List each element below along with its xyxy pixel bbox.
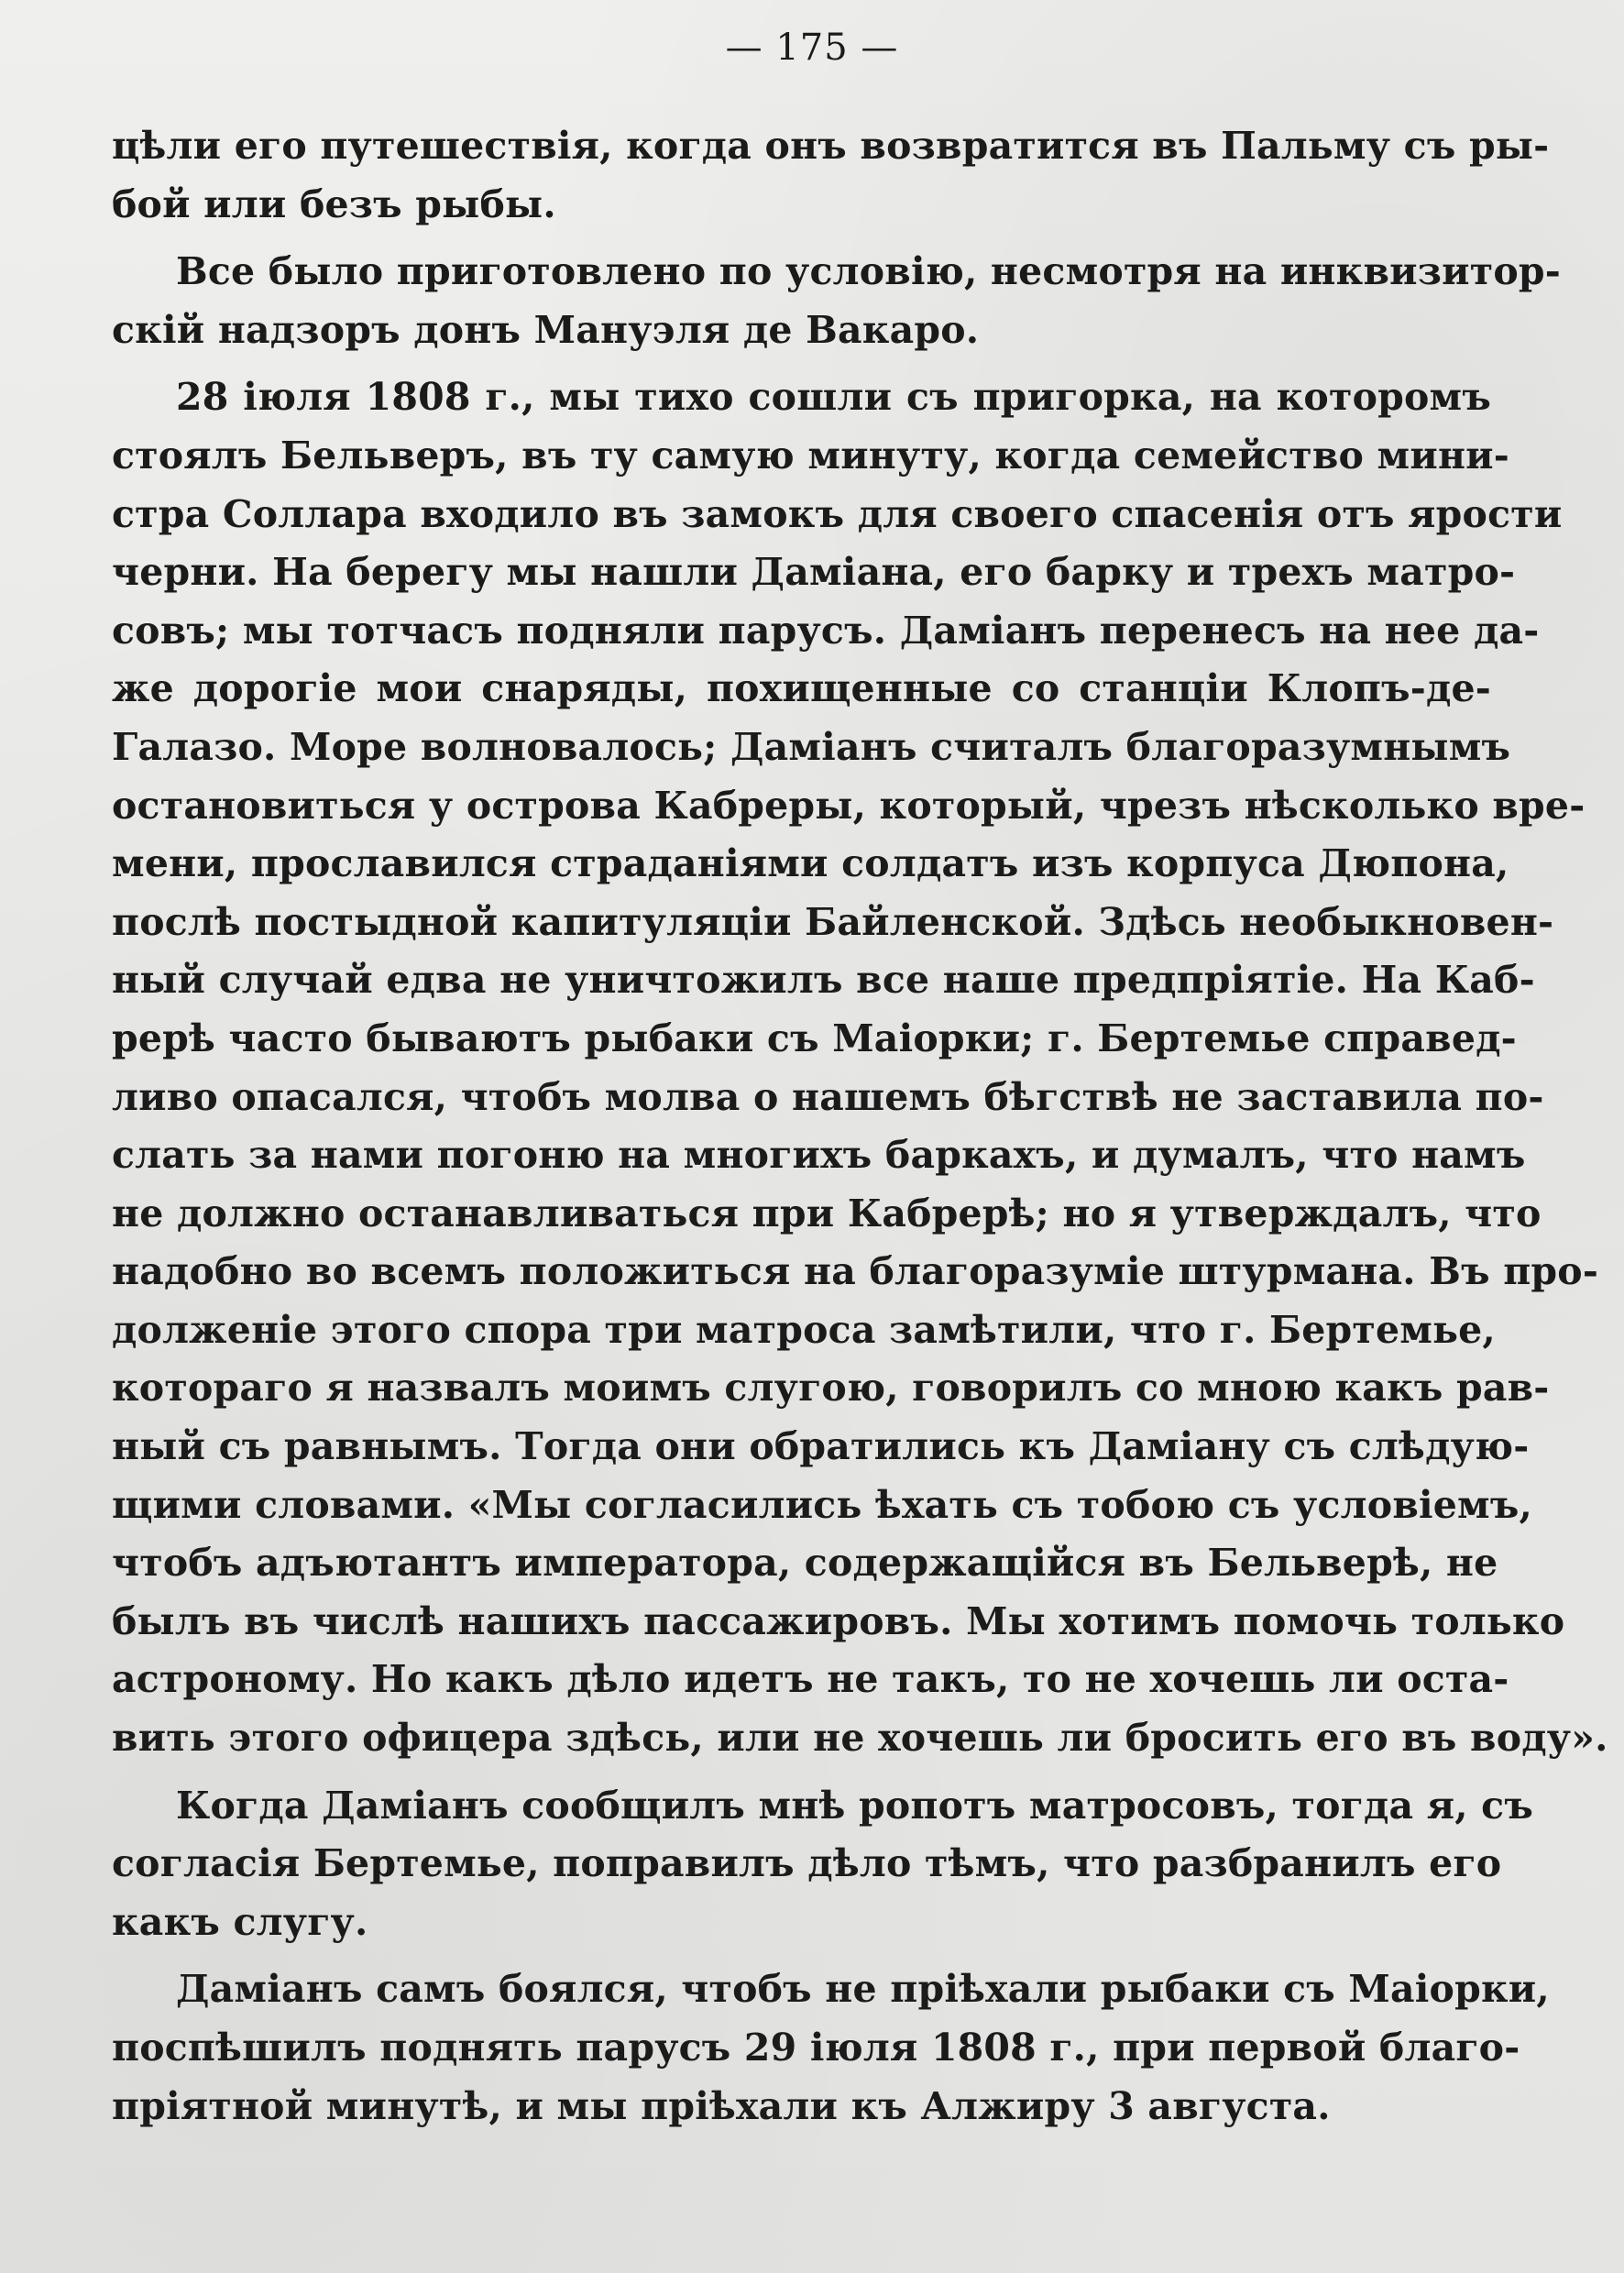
text-line: вить этого офицера здѣсь, или не хочешь ли бросить его въ воду». bbox=[112, 1716, 1608, 1761]
text-line: былъ въ числѣ нашихъ пассажировъ. Мы хотимъ помочь только bbox=[112, 1598, 1565, 1643]
text-line: черни. На берегу мы нашли Даміана, его барку и трехъ матро- bbox=[112, 550, 1516, 595]
text-line: стоялъ Бельверъ, въ ту самую минуту, когда семейство мини- bbox=[112, 433, 1509, 478]
text-line: же дорогіе мои снаряды, похищенные со станціи Клопъ-де- bbox=[112, 666, 1491, 711]
text-line: Галазо. Море волновалось; Даміанъ считалъ благоразумнымъ bbox=[112, 724, 1511, 769]
text-line: Все было приготовлено по условію, несмотря на инквизитор- bbox=[176, 249, 1561, 294]
text-line: ный съ равнымъ. Тогда они обратились къ Даміану съ слѣдую- bbox=[112, 1424, 1530, 1469]
text-line: послѣ постыдной капитуляціи Байленской. Здѣсь необыкновен- bbox=[112, 899, 1554, 944]
text-line: котораго я назвалъ моимъ слугою, говорилъ со мною какъ рав- bbox=[112, 1366, 1550, 1411]
text-line: поспѣшилъ поднять парусъ 29 іюля 1808 г., при первой благо- bbox=[112, 2026, 1520, 2070]
text-line: не должно останавливаться при Кабрерѣ; но я утверждалъ, что bbox=[112, 1191, 1542, 1235]
text-line: совъ; мы тотчасъ подняли парусъ. Даміанъ перенесъ на нее да- bbox=[112, 608, 1540, 653]
text-line: надобно во всемъ положиться на благоразуміе штурмана. Въ про- bbox=[112, 1249, 1599, 1294]
text-line: Когда Даміанъ сообщилъ мнѣ ропотъ матросовъ, тогда я, съ bbox=[176, 1783, 1533, 1828]
text-line: скій надзоръ донъ Мануэля де Вакаро. bbox=[112, 307, 980, 352]
text-line: чтобъ адъютантъ императора, содержащійся въ Бельверѣ, не bbox=[112, 1541, 1498, 1586]
text-line: 28 іюля 1808 г., мы тихо сошли съ пригорка, на которомъ bbox=[176, 375, 1491, 420]
text-line: пріятной минутѣ, и мы пріѣхали къ Алжиру 3 августа. bbox=[112, 2083, 1331, 2128]
text-line: Даміанъ самъ боялся, чтобъ не пріѣхали рыбаки съ Маіорки, bbox=[176, 1967, 1550, 2012]
page-number: — 175 — bbox=[725, 27, 899, 69]
text-line: цѣли его путешествія, когда онъ возвратится въ Пальму съ ры- bbox=[112, 124, 1550, 168]
text-line: ливо опасался, чтобъ молва о нашемъ бѣгствѣ не заставила по- bbox=[112, 1074, 1544, 1119]
text-line: слать за нами погоню на многихъ баркахъ, и думалъ, что намъ bbox=[112, 1133, 1526, 1178]
text-line: астроному. Но какъ дѣло идетъ не такъ, то не хочешь ли оста- bbox=[112, 1657, 1509, 1702]
text-line: остановиться у острова Кабреры, который, чрезъ нѣсколько вре- bbox=[112, 783, 1586, 828]
text-line: долженіе этого спора три матроса замѣтили, что г. Бертемье, bbox=[112, 1307, 1496, 1352]
body-text bbox=[112, 117, 1608, 2136]
text-line: щими словами. «Мы согласились ѣхать съ тобою съ условіемъ, bbox=[112, 1482, 1533, 1527]
text-line: мени, прославился страданіями солдатъ изъ корпуса Дюпона, bbox=[112, 841, 1509, 886]
text-line: рерѣ часто бываютъ рыбаки съ Маіорки; г. Бертемье справед- bbox=[112, 1016, 1517, 1060]
text-line: бой или безъ рыбы. bbox=[112, 181, 556, 226]
text-line: ный случай едва не уничтожилъ все наше предпріятіе. На Каб- bbox=[112, 958, 1535, 1003]
text-line: стра Соллара входило въ замокъ для своего спасенія отъ ярости bbox=[112, 491, 1563, 536]
text-line: какъ слугу. bbox=[112, 1899, 368, 1944]
text-line: согласія Бертемье, поправилъ дѣло тѣмъ, что разбранилъ его bbox=[112, 1841, 1502, 1886]
